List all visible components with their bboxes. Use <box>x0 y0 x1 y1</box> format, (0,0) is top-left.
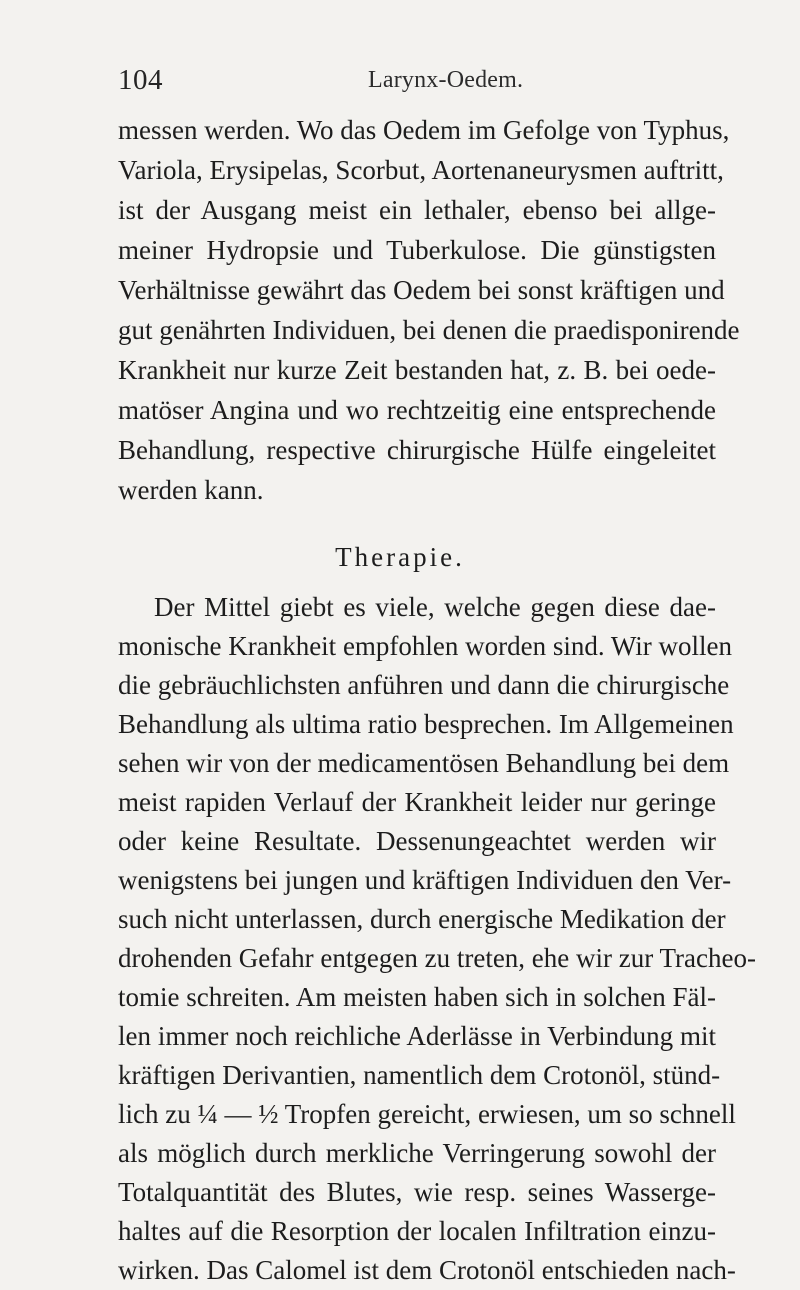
text-line: Der Mittel giebt es viele, welche gegen diese dae- <box>154 592 716 622</box>
text-line: kräftigen Derivantien, namentlich dem Crotonöl, stünd- <box>118 1060 721 1090</box>
text-line: gut genährten Individuen, bei denen die praedisponirende <box>118 315 740 345</box>
text-line: Behandlung, respective chirurgische Hülfe eingeleitet <box>118 435 716 465</box>
text-line: werden kann. <box>118 475 264 505</box>
text-line: matöser Angina und wo rechtzeitig eine entsprechende <box>118 395 716 425</box>
text-line: haltes auf die Resorption der localen Infiltration einzu- <box>118 1216 716 1246</box>
text-line: meiner Hydropsie und Tuberkulose. Die günstigsten <box>118 235 716 265</box>
text-line: Krankheit nur kurze Zeit bestanden hat, z. B. bei oede- <box>118 355 716 385</box>
text-line: wenigstens bei jungen und kräftigen Individuen den Ver- <box>118 865 732 895</box>
text-line: Variola, Erysipelas, Scorbut, Aortenaneurysmen auftritt, <box>118 155 724 185</box>
text-line: die gebräuchlichsten anführen und dann die chirurgische <box>118 670 730 700</box>
text-line: monische Krankheit empfohlen worden sind. Wir wollen <box>118 631 733 661</box>
page-header <box>118 64 716 104</box>
text-line: messen werden. Wo das Oedem im Gefolge von Typhus, <box>118 115 730 145</box>
text-line: als möglich durch merkliche Verringerung sowohl der <box>118 1138 716 1168</box>
text-line: drohenden Gefahr entgegen zu treten, ehe wir zur Tracheo- <box>118 943 756 973</box>
text-line: wirken. Das Calomel ist dem Crotonöl entschieden nach- <box>118 1255 736 1285</box>
section-heading: Therapie. <box>335 542 465 572</box>
text-line: meist rapiden Verlauf der Krankheit leider nur geringe <box>118 787 716 817</box>
page-number: 104 <box>118 64 163 96</box>
text-line: Verhältnisse gewährt das Oedem bei sonst kräftigen und <box>118 275 725 305</box>
text-line: ist der Ausgang meist ein lethaler, ebenso bei allge- <box>118 195 716 225</box>
text-line: Totalquantität des Blutes, wie resp. seines Wasserge- <box>118 1177 716 1207</box>
text-line: oder keine Resultate. Dessenungeachtet werden wir <box>118 826 716 856</box>
running-head: Larynx-Oedem. <box>368 67 524 93</box>
text-line: such nicht unterlassen, durch energische Medikation der <box>118 904 726 934</box>
text-line: Behandlung als ultima ratio besprechen. Im Allgemeinen <box>118 709 734 739</box>
text-line: len immer noch reichliche Aderlässe in Verbindung mit <box>118 1021 716 1051</box>
text-line: sehen wir von der medicamentösen Behandlung bei dem <box>118 748 730 778</box>
text-line: lich zu ¼ — ½ Tropfen gereicht, erwiesen, um so schnell <box>118 1099 736 1129</box>
text-line: tomie schreiten. Am meisten haben sich in solchen Fäl- <box>118 982 716 1012</box>
